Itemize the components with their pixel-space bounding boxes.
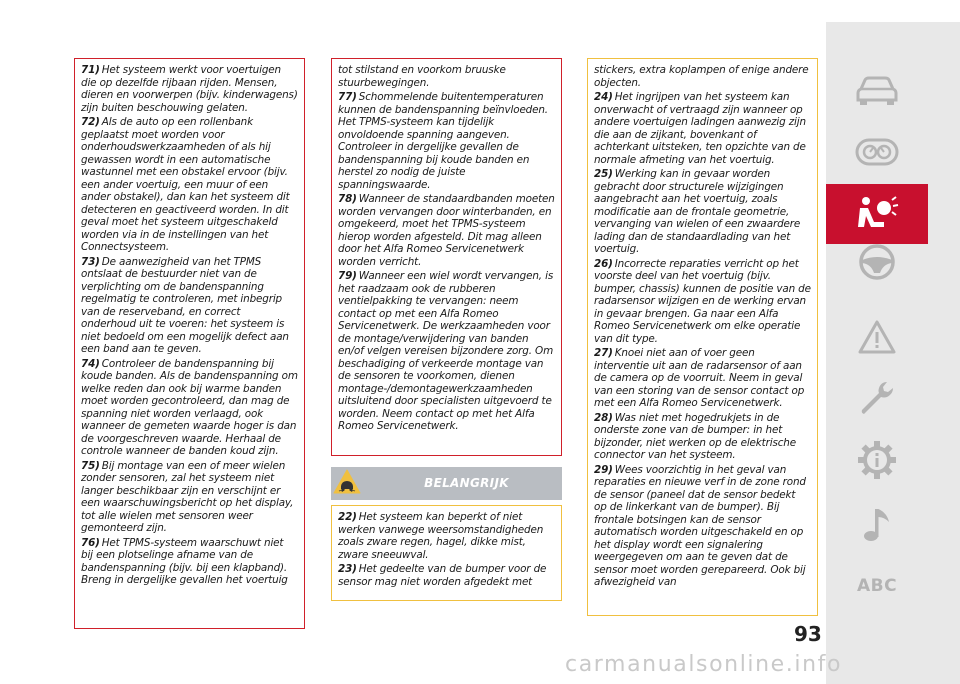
note-number: 27) — [594, 347, 613, 359]
note-number: 74) — [81, 357, 100, 370]
note-paragraph — [338, 270, 555, 433]
note-text: tot stilstand en voorkom bruuske stuurbewegingen. — [338, 64, 506, 89]
important-title: BELANGRIJK — [424, 476, 509, 490]
note-text: stickers, extra koplampen of enige andere objecten. — [594, 64, 809, 89]
watermark: carmanualsonline.info — [565, 652, 843, 677]
note-text: Het TPMS-systeem waarschuwt niet bij een plotselinge afname van de bandenspanning (bijv. bij een klapband). Breng in dergelijke gevallen het voertuig — [81, 536, 288, 586]
note-paragraph — [81, 358, 298, 458]
wrench-icon — [857, 378, 897, 418]
note-paragraph — [594, 258, 811, 346]
note-paragraph — [81, 256, 298, 356]
note-text: Het gedeelte van de bumper voor de sensor mag niet worden afgedekt met — [338, 563, 547, 588]
note-paragraph — [594, 91, 811, 166]
abc-icon: ABC — [856, 576, 898, 596]
note-paragraph — [338, 64, 555, 89]
chapter-tab-index[interactable] — [826, 556, 928, 616]
notes-column-1 — [74, 58, 305, 629]
note-text: Was niet met hogedrukjets in de onderste zone van de bumper: in het bijzonder, niet werken op de elektrische connector van het systeem. — [594, 411, 796, 461]
note-paragraph — [594, 64, 811, 89]
note-number: 22) — [338, 511, 357, 523]
note-paragraph — [81, 460, 298, 535]
chapter-tab-multimedia[interactable] — [826, 495, 928, 555]
note-number: 77) — [338, 91, 357, 103]
chapter-tab-emergency[interactable] — [826, 307, 928, 367]
chapter-tab-technical-data[interactable] — [826, 430, 928, 490]
chapter-tab-dashboard[interactable] — [826, 122, 928, 182]
note-number: 26) — [594, 257, 613, 270]
steering-wheel-icon — [857, 242, 897, 282]
note-number: 24) — [594, 91, 613, 103]
note-paragraph — [594, 412, 811, 462]
note-number: 78) — [338, 193, 357, 205]
important-box — [331, 505, 562, 601]
note-paragraph — [594, 168, 811, 256]
note-paragraph — [338, 193, 555, 268]
note-text: Werking kan in gevaar worden gebracht door structurele wijzigingen aangebracht aan het voertuig, zoals modificatie aan de frontale geometrie, vervanging van wielen of een zwaardere lading dan de standaardlading van het voertuig. — [594, 168, 801, 255]
notes-column-2 — [331, 58, 562, 456]
car-skid-warning-icon — [332, 467, 362, 497]
note-paragraph — [594, 347, 811, 410]
note-text: Incorrecte reparaties verricht op het voorste deel van het voertuig (bijv. bumper, chassis) kunnen de positie van de radarsensor wijzigen en de werking ervan in gevaar brengen. Ga naar een Alfa Romeo Servicenetwerk om elke operatie van dit type. — [594, 257, 811, 345]
note-text: Als de auto op een rollenbank geplaatst moet worden voor onderhoudswerkzaamheden of als hij gewassen wordt in een automatische wastunnel met een obstakel ervoor (bijv. een ander voertuig, een muur of een ander obstakel), dan kan het systeem dit detecteren en geactiveerd worden. In dit geval moet het systeem uitgeschakeld worden via in de instellingen van het Connectsysteem. — [81, 116, 290, 253]
note-number: 73) — [81, 255, 100, 268]
warning-triangle-icon — [857, 319, 897, 355]
note-paragraph — [338, 91, 555, 191]
note-text: Wees voorzichtig in het geval van reparaties en nieuwe verf in de zone rond de sensor (paneel dat de sensor bedekt op de linkerkant van de bumper). Bij frontale botsingen kan de sensor automatisch worden uitgeschakeld en op het display wordt een signalering weergegeven om aan te geven dat de sensor moet worden gerepareerd. Ook bij afwezigheid van — [594, 463, 806, 588]
note-text: Het systeem kan beperkt of niet werken vanwege weersomstandigheden zoals zware regen, hagel, dikke mist, zware sneeuwval. — [338, 511, 544, 561]
note-paragraph — [81, 537, 298, 587]
note-paragraph — [338, 511, 555, 561]
note-text: Knoei niet aan of voer geen interventie uit aan de radarsensor of aan de camera op de voorruit. Neem in geval van een storing van de sensor contact op met een Alfa Romeo Servicenetwerk. — [594, 347, 805, 409]
note-number: 28) — [594, 411, 613, 424]
note-paragraph — [81, 64, 298, 114]
note-number: 29) — [594, 463, 613, 476]
dashboard-icon — [855, 137, 899, 167]
note-text: Wanneer de standaardbanden moeten worden vervangen door winterbanden, en omgekeerd, moet het TPMS-systeem hierop worden afgesteld. Dit mag alleen door het Alfa Romeo Servicenetwerk worden verricht. — [338, 193, 555, 268]
note-number: 23) — [338, 563, 357, 575]
important-header-bar — [331, 467, 562, 500]
note-number: 71) — [81, 64, 100, 76]
note-number: 79) — [338, 270, 357, 282]
page-number: 93 — [794, 622, 822, 646]
airbag-safety-icon — [854, 194, 900, 234]
note-number: 75) — [81, 459, 100, 472]
chapter-tab-car[interactable] — [826, 60, 928, 120]
note-text: Het systeem werkt voor voertuigen die op dezelfde rijbaan rijden. Mensen, dieren en voorwerpen (bijv. kinderwagens) zijn buiten beschouwing gelaten. — [81, 64, 298, 114]
note-text: Bij montage van een of meer wielen zonder sensoren, zal het systeem niet langer beschikbaar zijn en verschijnt er een waarschuwingsbericht op het display, tot alle wielen met sensoren weer gemonteerd zijn. — [81, 459, 294, 534]
note-text: Het ingrijpen van het systeem kan onverwacht of vertraagd zijn wanneer op andere voertuigen ladingen aanwezig zijn die aan de zijkant, bovenkant of achterkant uitsteken, ten opzichte van de normale afmeting van het voertuig. — [594, 91, 806, 166]
music-note-icon — [859, 505, 895, 545]
car-icon — [855, 73, 899, 107]
note-paragraph — [338, 563, 555, 588]
note-text: Wanneer een wiel wordt vervangen, is het raadzaam ook de rubberen ventielpakking te vervangen: neem contact op met een Alfa Romeo Servicenetwerk. De werkzaamheden voor de montage/verwijdering van banden en/of velgen vereisen bijzondere zorg. Om beschadiging of verkeerde montage van de sensoren te voorkomen, dienen montage-/demontagewerkzaamheden uitsluitend door specialisten uitgevoerd te worden. Neem contact op met het Alfa Romeo Servicenetwerk. — [338, 270, 554, 432]
note-paragraph — [594, 464, 811, 589]
note-text: Schommelende buitentemperaturen kunnen de bandenspanning beïnvloeden. Het TPMS-systeem kan tijdelijk onvoldoende spanning aangeven. Controleer in dergelijke gevallen de bandenspanning bij koude banden en herstel zo nodig de juiste spanningswaarde. — [338, 91, 548, 191]
note-text: De aanwezigheid van het TPMS ontslaat de bestuurder niet van de verplichting om de bandenspanning regelmatig te controleren, met inbegrip van de reserveband, en correct onderhoud uit te voeren: het systeem is niet bedoeld om een mogelijk defect aan een band aan te geven. — [81, 255, 289, 355]
notes-column-3 — [587, 58, 818, 616]
gear-info-icon — [857, 440, 897, 480]
note-paragraph — [81, 116, 298, 254]
note-number: 76) — [81, 536, 100, 549]
note-number: 25) — [594, 168, 613, 180]
note-number: 72) — [81, 116, 100, 128]
note-text: Controleer de bandenspanning bij koude banden. Als de bandenspanning om welke reden dan ook bij warme banden moet worden gecontroleerd, dan mag de spanning niet worden verlaagd, ook wanneer de gemeten waarde hoger is dan de voorgeschreven waarde. Herhaal de controle wanneer de banden koud zijn. — [81, 357, 298, 457]
chapter-tab-maintenance[interactable] — [826, 368, 928, 428]
chapter-tab-driving[interactable] — [826, 232, 928, 292]
